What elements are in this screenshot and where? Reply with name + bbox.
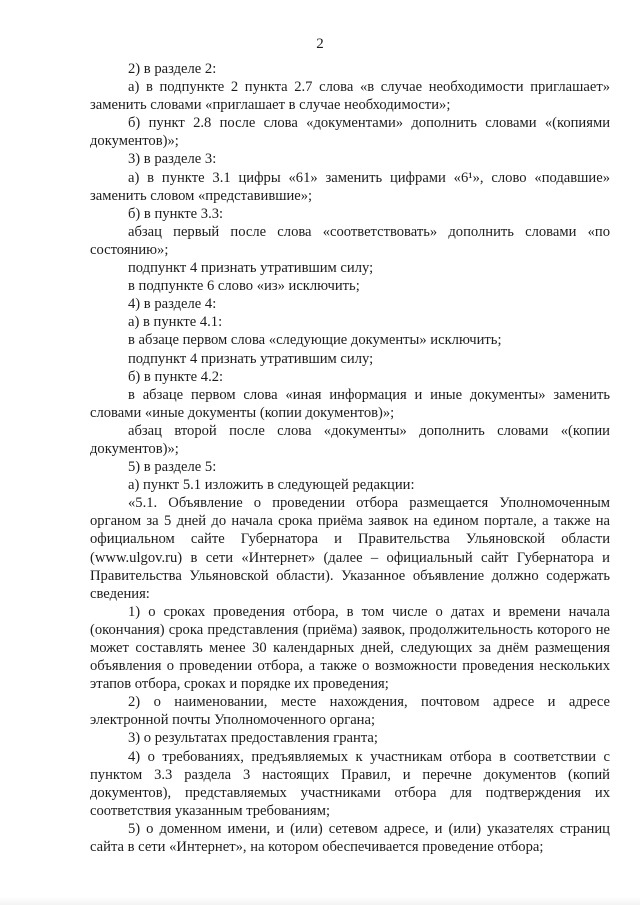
subsection-heading: б) в пункте 3.3: [128,205,224,222]
page-number: 2 [316,36,324,52]
subsection-heading: а) пункт 5.1 изложить в следующей редакции: [128,477,415,494]
paragraph: а) в подпункте 2 пункта 2.7 слова «в случае необходимости приглашает» заменить словами «приглашает в случае необходимости»; [90,79,610,114]
paragraph: в абзаце первом слова «иная информация и иные документы» заменить словами «иные документы (копии документов)»; [90,386,610,421]
list-item: 2) о наименовании, месте нахождения, почтовом адресе и адресе электронной почты Уполномоченного органа; [90,694,610,729]
paragraph: а) в пункте 3.1 цифры «61» заменить цифрами «6¹», слово «подавшие» заменить словом «представившие»; [90,169,610,204]
subsection-heading: б) в пункте 4.2: [128,368,224,385]
paragraph: абзац второй после слова «документы» дополнить словами «(копии документов)»; [90,422,610,457]
paragraph: абзац первый после слова «соответствовать» дополнить словами «по состоянию»; [90,223,610,258]
paragraph: в абзаце первом слова «следующие документы» исключить; [128,332,502,349]
paragraph: подпункт 4 признать утратившим силу; [128,350,374,367]
list-item: 1) о сроках проведения отбора, в том числе о датах и времени начала (окончания) срока представления (приёма) заявок, продолжительность которого не может составлять менее 30 календарных дней, следующих за днём размещения объявления о проведении отбора, а также о возможности проведения нескольких этапов отбора, сроках и порядке их проведения; [90,603,610,693]
paragraph: б) пункт 2.8 после слова «документами» дополнить словами «(копиями документов)»; [90,115,610,150]
section-heading: 5) в разделе 5: [128,459,217,476]
paragraph: в подпункте 6 слово «из» исключить; [128,278,360,295]
section-heading: 3) в разделе 3: [128,151,217,168]
paragraph: подпункт 4 признать утратившим силу; [128,260,374,277]
scan-edge [0,897,640,905]
section-heading: 2) в разделе 2: [128,61,217,77]
list-item: 3) о результатах предоставления гранта; [128,730,378,747]
quoted-paragraph: «5.1. Объявление о проведении отбора размещается Уполномоченным органом за 5 дней до начала срока приёма заявок на едином портале, а также на официальном сайте Губернатора и Правительства Ульяновской области (www.ulgov.ru) в сети «Интернет» (далее – официальный сайт Губернатора и Правительства Ульяновской области). Указанное объявление должно содержать сведения: [90,495,610,602]
list-item: 5) о доменном имени, и (или) сетевом адресе, и (или) указателях страниц сайта в сети «Интернет», на котором обеспечивается проведение отбора; [90,820,610,856]
section-heading: 4) в разделе 4: [128,296,217,313]
list-item: 4) о требованиях, предъявляемых к участникам отбора в соответствии с пунктом 3.3 раздела 3 настоящих Правил, и перечне документов (копий документов), представляемых участниками отбора для подтверждения их соответствия указанным требованиям; [90,748,610,819]
document-body [90,60,610,856]
subsection-heading: а) в пункте 4.1: [128,314,223,331]
